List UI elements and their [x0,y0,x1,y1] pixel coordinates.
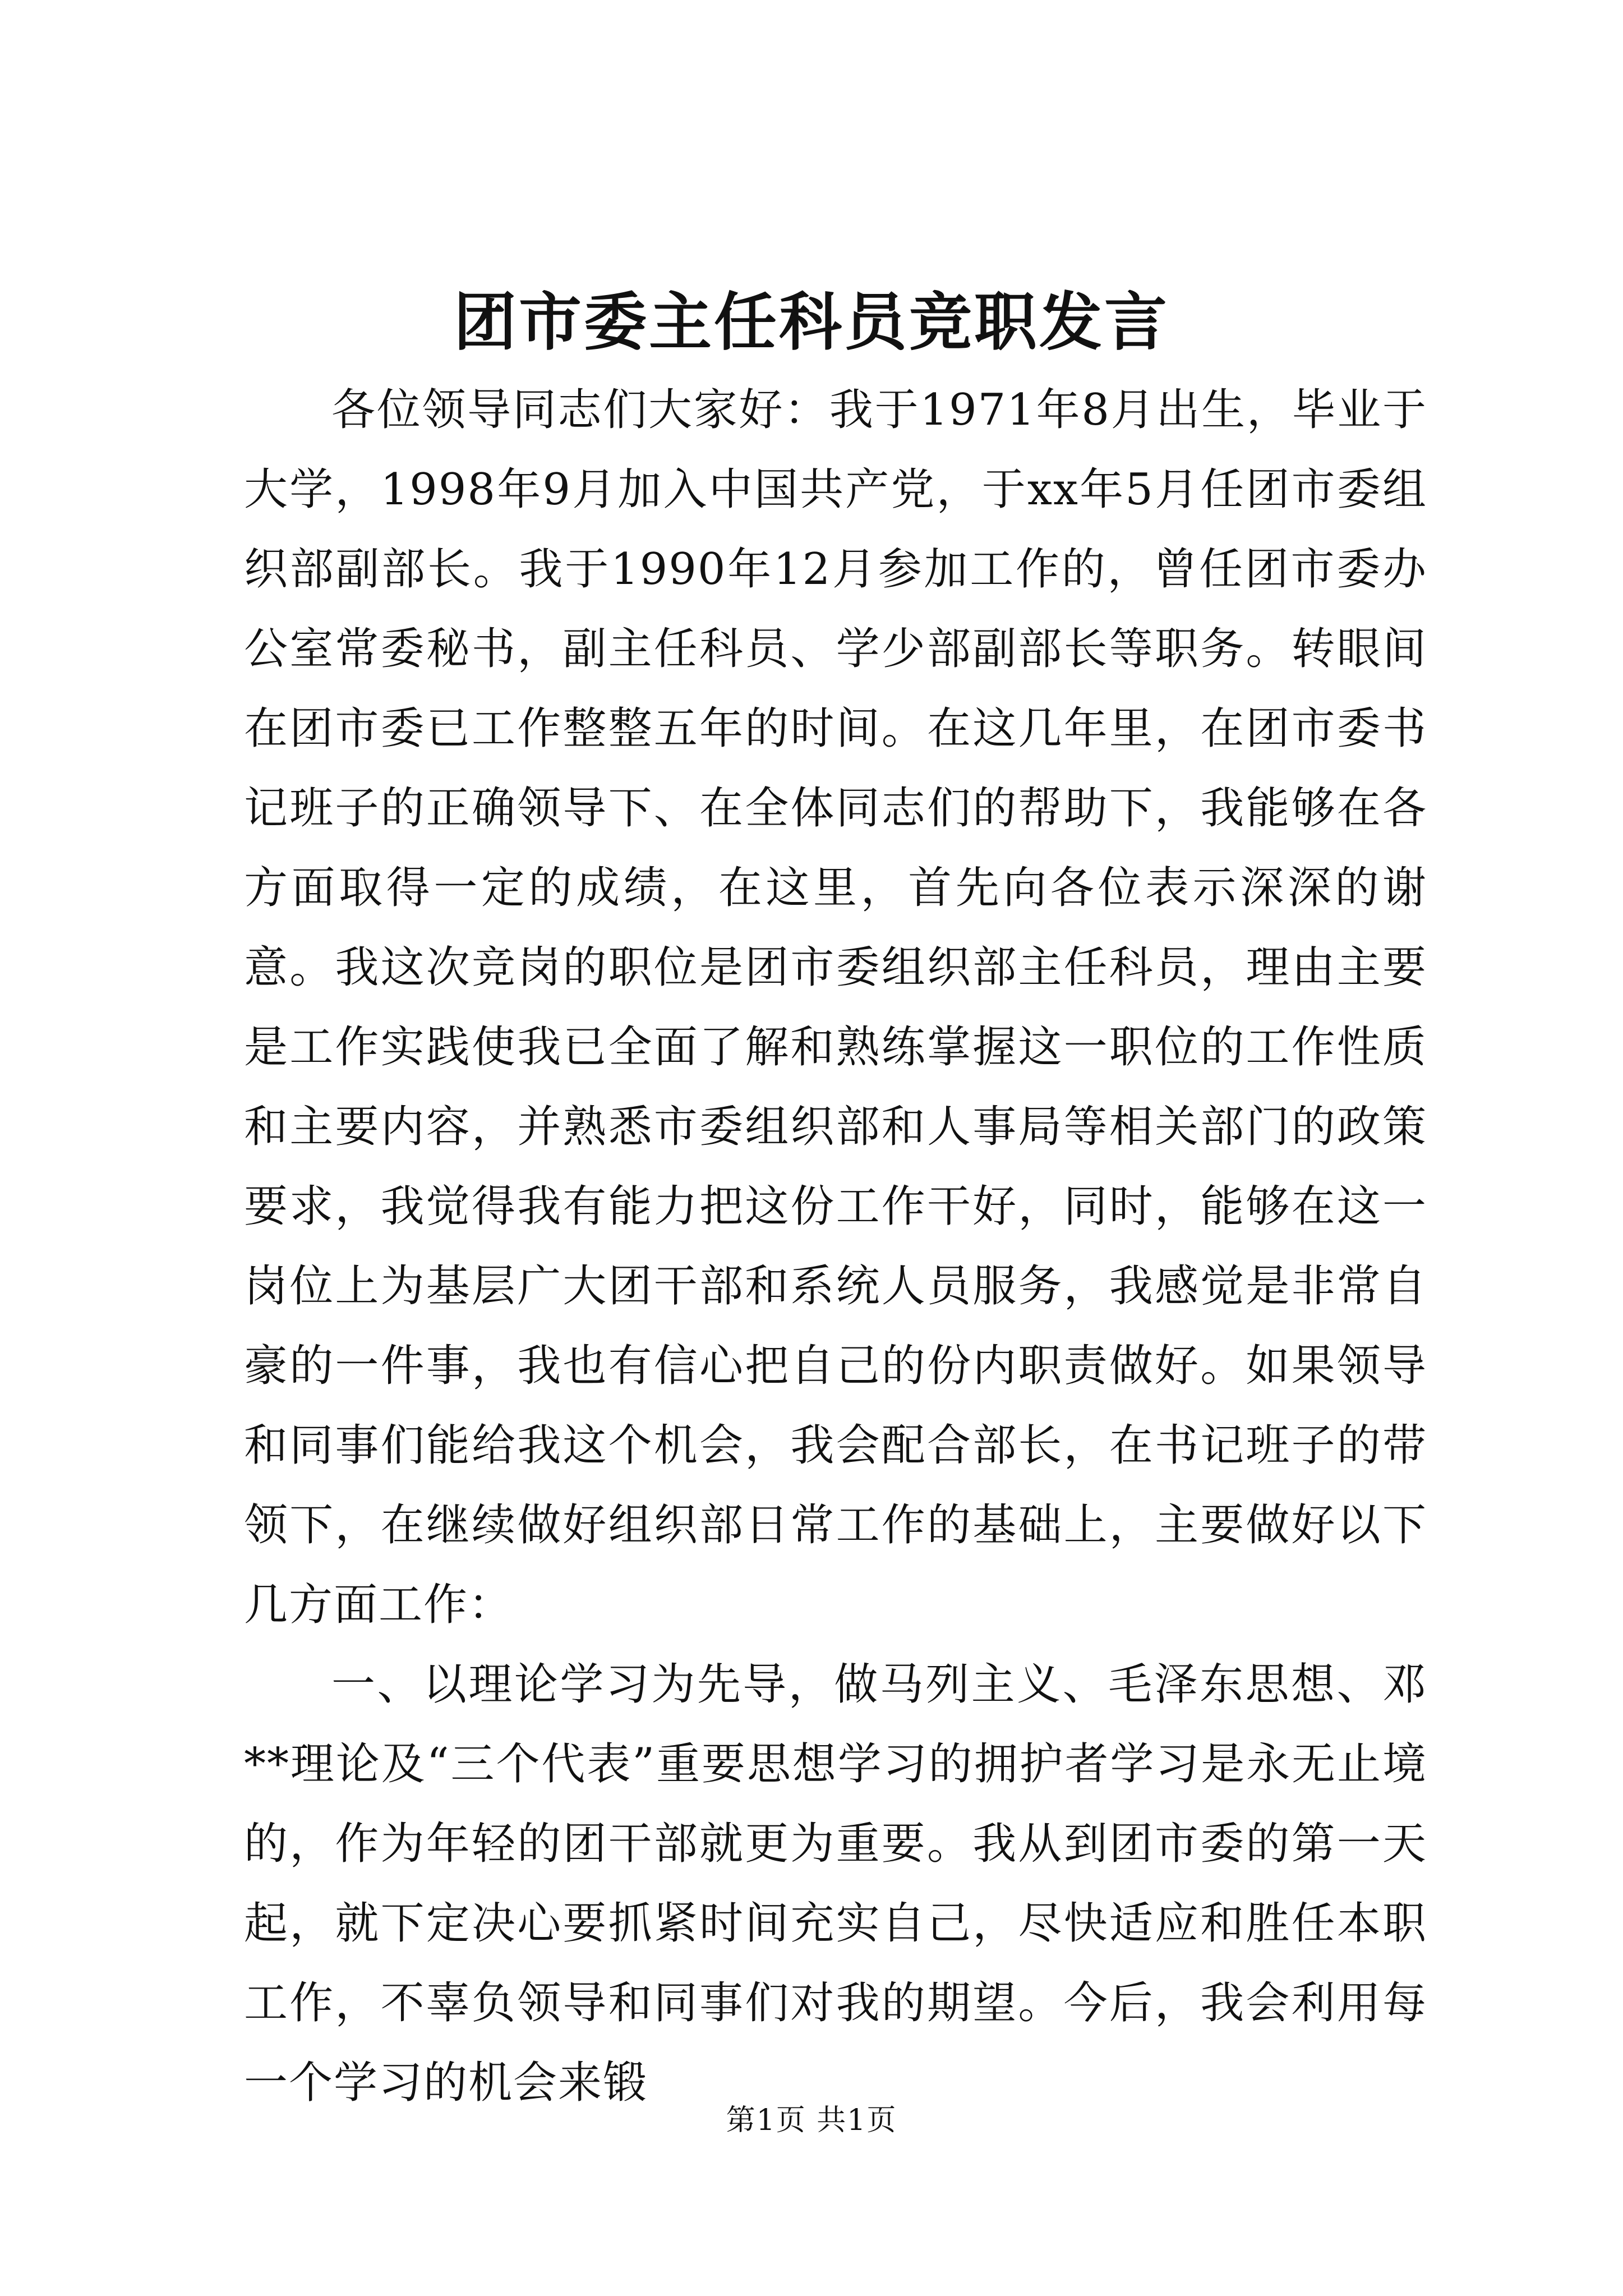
document-title: 团市委主任科员竞职发言 [454,286,1169,359]
document-body [244,370,1427,2123]
page-number-footer: 第1页 共1页 [726,2104,897,2137]
paragraph-intro: 各位领导同志们大家好：我于1971年8月出生，毕业于大学，1998年9月加入中国共产党，于xx年5月任团市委组织部副部长。我于1990年12月参加工作的，曾任团市委办公室常委秘书，副主任科员、学少部副部长等职务。转眼间在团市委已工作整整五年的时间。在这几年里，在团市委书记班子的正确领导下、在全体同志们的帮助下，我能够在各方面取得一定的成绩，在这里，首先向各位表示深深的谢意。我这次竞岗的职位是团市委组织部主任科员，理由主要是工作实践使我已全面了解和熟练掌握这一职位的工作性质和主要内容，并熟悉市委组织部和人事局等相关部门的政策要求，我觉得我有能力把这份工作干好，同时，能够在这一岗位上为基层广大团干部和系统人员服务，我感觉是非常自豪的一件事，我也有信心把自己的份内职责做好。如果领导和同事们能给我这个机会，我会配合部长，在书记班子的带领下，在继续做好组织部日常工作的基础上，主要做好以下几方面工作： [244,385,1427,1630]
paragraph-section-one: 一、以理论学习为先导，做马列主义、毛泽东思想、邓**理论及“三个代表”重要思想学习的拥护者学习是永无止境的，作为年轻的团干部就更为重要。我从到团市委的第一天起，就下定决心要抓紧时间充实自己，尽快适应和胜任本职工作，不辜负领导和同事们对我的期望。今后，我会利用每一个学习的机会来锻 [244,1659,1427,2108]
